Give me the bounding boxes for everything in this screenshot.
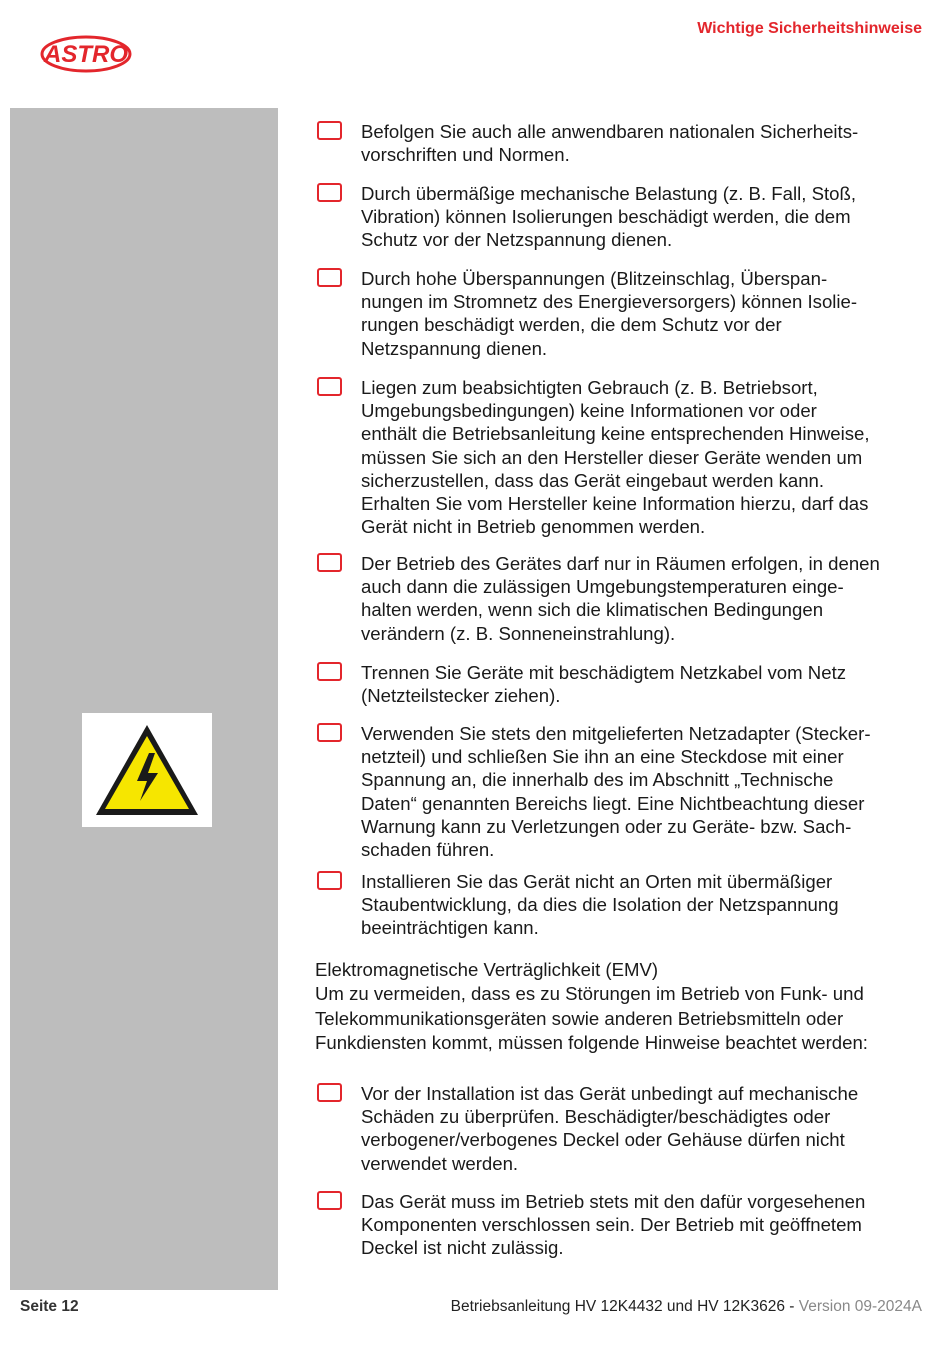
warning-sign <box>82 713 212 827</box>
checkbox-icon <box>317 1083 342 1102</box>
emv-item-text: Vor der Installation ist das Gerät unbedingt auf mechanische Schäden zu überprüfen. Beschädigter/beschädigtes oder verbogener/verbogenes Deckel oder Gehäuse dürfen nicht verwendet werden. <box>361 1083 859 1174</box>
footer-manual: Betriebsanleitung HV 12K4432 und HV 12K3626 - <box>450 1298 799 1315</box>
safety-item <box>315 722 950 861</box>
checkbox-icon <box>317 871 342 890</box>
footer-manual-info <box>451 1298 922 1316</box>
left-sidebar <box>10 108 278 1290</box>
logo-text: ASTRO <box>44 41 128 68</box>
checkbox-icon <box>317 662 342 681</box>
astro-logo-graphic <box>36 30 136 78</box>
safety-item <box>315 552 950 645</box>
safety-item <box>315 376 950 538</box>
emv-item-text: Das Gerät muss im Betrieb stets mit den dafür vorgesehenen Komponenten verschlossen sein. Der Betrieb mit geöffnetem Deckel ist nicht zulässig. <box>361 1191 866 1259</box>
emv-intro: Um zu vermeiden, dass es zu Störungen im Betrieb von Funk- und Telekommunikationsgeräten sowie anderen Betriebsmitteln oder Funkdiensten kommt, müssen folgende Hinweise beachtet werden: <box>315 983 868 1054</box>
emv-item <box>315 1190 950 1260</box>
safety-item <box>315 120 950 166</box>
safety-item-text: Befolgen Sie auch alle anwendbaren nationalen Sicherheits- vorschriften und Normen. <box>361 121 859 166</box>
safety-item-text: Durch übermäßige mechanische Belastung (z. B. Fall, Stoß, Vibration) können Isolierungen beschädigt werden, die dem Schutz vor der Netzspannung dienen. <box>361 183 857 251</box>
safety-item-text: Verwenden Sie stets den mitgelieferten Netzadapter (Stecker- netzteil) und schließen Sie ihn an eine Steckdose mit einer Spannung an, die innerhalb des im Abschnitt „Technische Daten“ genannten Bereichs liegt. Eine Nichtbeachtung dieser Warnung kann zu Verletzungen oder zu Geräte- bzw. Sach- schaden führen. <box>361 723 871 861</box>
safety-item-text: Installieren Sie das Gerät nicht an Orten mit übermäßiger Staubentwicklung, da dies die Isolation der Netzspannung beeinträchtigen kann. <box>361 871 839 939</box>
astro-logo <box>36 30 136 78</box>
safety-item-text: Durch hohe Überspannungen (Blitzeinschlag, Überspan- nungen im Stromnetz des Energieversorgers) können Isolie- rungen beschädigt werden, die dem Schutz vor der Netzspannung dienen. <box>361 268 858 359</box>
checkbox-icon <box>317 723 342 742</box>
high-voltage-warning-icon <box>92 719 202 819</box>
safety-item <box>315 182 950 252</box>
safety-item-text: Der Betrieb des Gerätes darf nur in Räumen erfolgen, in denen auch dann die zulässigen Umgebungstemperaturen einge- halten werden, wenn sich die klimatischen Bedingungen verändern (z. B. Sonneneinstrahlung). <box>361 553 880 644</box>
checkbox-icon <box>317 183 342 202</box>
footer-version: Version 09-2024A <box>798 1298 922 1315</box>
safety-item-text: Trennen Sie Geräte mit beschädigtem Netzkabel vom Netz (Netzteilstecker ziehen). <box>361 662 847 707</box>
page-header-title: Wichtige Sicherheitshinweise <box>697 20 922 37</box>
checkbox-icon <box>317 121 342 140</box>
safety-item <box>315 267 950 360</box>
page-number: Seite 12 <box>20 1298 79 1315</box>
safety-item <box>315 870 950 940</box>
checkbox-icon <box>317 1191 342 1210</box>
checkbox-icon <box>317 268 342 287</box>
emv-heading: Elektromagnetische Verträglichkeit (EMV) <box>315 959 659 980</box>
safety-item-text: Liegen zum beabsichtigten Gebrauch (z. B. Betriebsort, Umgebungsbedingungen) keine Informationen vor oder enthält die Betriebsanleitung keine entsprechenden Hinweise, müssen Sie sich an den Hersteller dieser Geräte wenden um sicherzustellen, dass das Gerät eingebaut werden kann. Erhalten Sie vom Hersteller keine Information hierzu, darf das Gerät nicht in Betrieb genommen werden. <box>361 377 870 538</box>
checkbox-icon <box>317 553 342 572</box>
emv-item <box>315 1082 950 1175</box>
safety-item <box>315 661 950 707</box>
checkbox-icon <box>317 377 342 396</box>
